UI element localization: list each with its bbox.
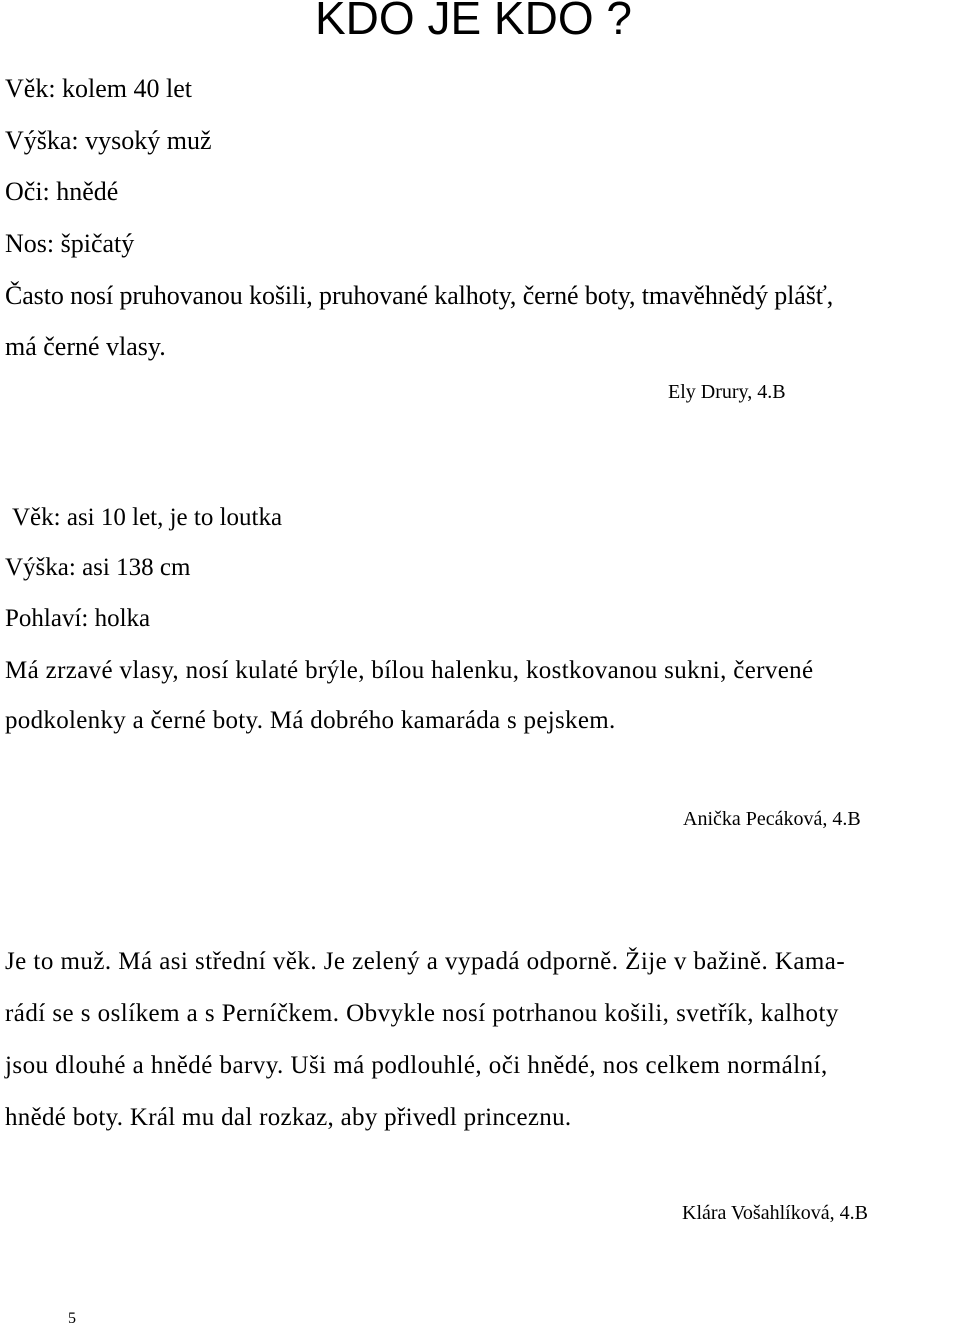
entry-2-description: Má zrzavé vlasy, nosí kulaté brýle, bílou halenku, kostkovanou sukni, červené bbox=[5, 657, 814, 684]
entry-2-height: Výška: asi 138 cm bbox=[5, 554, 191, 581]
page-title: KDO JE KDO ? bbox=[315, 0, 632, 44]
entry-3-line-1: Je to muž. Má asi střední věk. Je zelený a vypadá odporně. Žije v bažině. Kama- bbox=[5, 948, 846, 975]
entry-3-line-4: hnědé boty. Král mu dal rozkaz, aby přivedl princeznu. bbox=[5, 1104, 572, 1131]
entry-3-author: Klára Vošahlíková, 4.B bbox=[682, 1202, 868, 1224]
entry-2-description-cont: podkolenky a černé boty. Má dobrého kamaráda s pejskem. bbox=[5, 707, 616, 734]
entry-1-author: Ely Drury, 4.B bbox=[668, 381, 786, 403]
entry-1-age: Věk: kolem 40 let bbox=[5, 74, 193, 103]
entry-2-gender: Pohlaví: holka bbox=[5, 605, 151, 632]
entry-1-eyes: Oči: hnědé bbox=[5, 177, 119, 206]
entry-3-line-3: jsou dlouhé a hnědé barvy. Uši má podlouhlé, oči hnědé, nos celkem normální, bbox=[5, 1052, 828, 1079]
page-number: 5 bbox=[68, 1310, 76, 1327]
entry-2-age: Věk: asi 10 let, je to loutka bbox=[12, 504, 283, 531]
entry-2-author: Anička Pecáková, 4.B bbox=[683, 808, 861, 830]
entry-1-height: Výška: vysoký muž bbox=[5, 126, 212, 155]
entry-1-nose: Nos: špičatý bbox=[5, 229, 135, 258]
entry-1-description: Často nosí pruhovanou košili, pruhované kalhoty, černé boty, tmavěhnědý plášť, bbox=[5, 281, 834, 310]
entry-3-line-2: rádí se s oslíkem a s Perníčkem. Obvykle nosí potrhanou košili, svetřík, kalhoty bbox=[5, 1000, 839, 1027]
entry-1-description-cont: má černé vlasy. bbox=[5, 332, 166, 361]
